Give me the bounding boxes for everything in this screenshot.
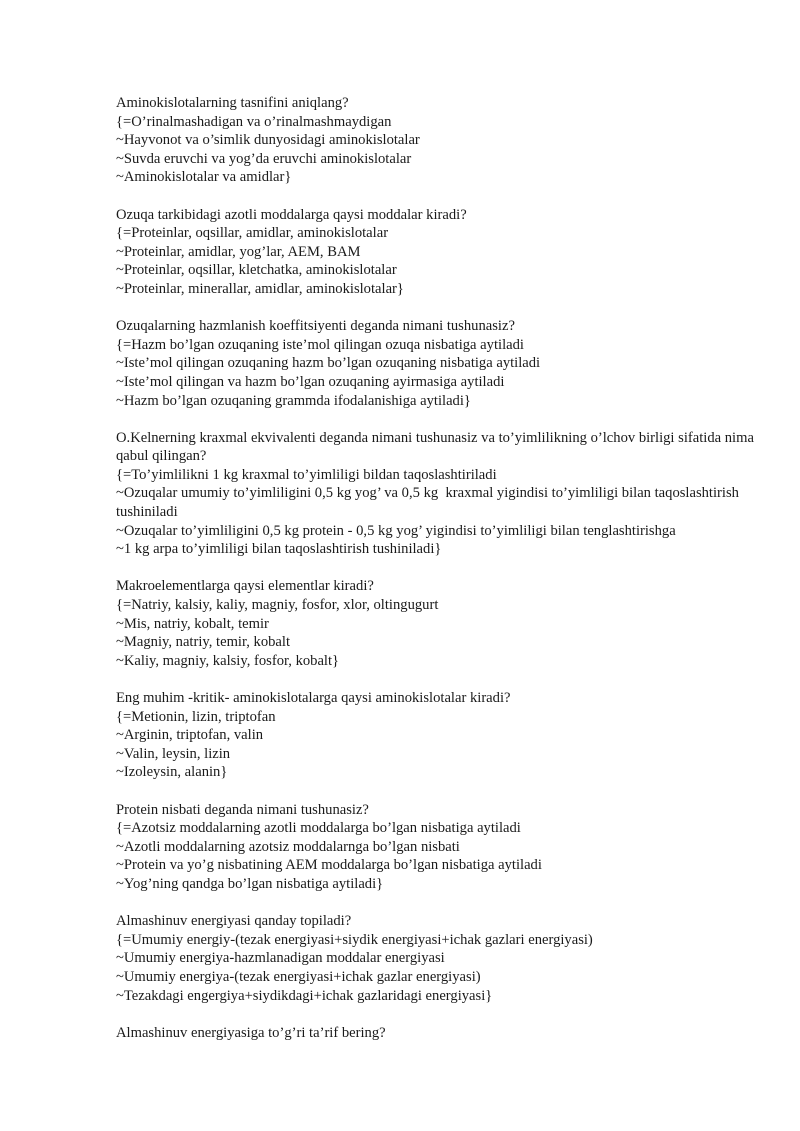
question-text: O.Kelnerning kraxmal ekvivalenti deganda nimani tushunasiz va to’yimlilikning o’lchov birligi sifatida nima qabul qilingan? bbox=[116, 429, 758, 465]
answer-option: ~Umumiy energiya-hazmlanadigan moddalar energiyasi bbox=[116, 950, 445, 967]
answer-correct: {=O’rinalmashadigan va o’rinalmashmaydigan bbox=[116, 113, 392, 130]
question-block bbox=[116, 577, 756, 670]
question-block bbox=[116, 317, 756, 410]
answer-correct: {=Metionin, lizin, triptofan bbox=[116, 708, 276, 725]
answer-correct: {=Umumiy energiy-(tezak energiyasi+siydik energiyasi+ichak gazlari energiyasi) bbox=[116, 931, 593, 948]
question-text: Aminokislotalarning tasnifini aniqlang? bbox=[116, 95, 349, 111]
question-text: Almashinuv energiyasiga to’g’ri ta’rif bering? bbox=[116, 1024, 386, 1041]
question-block bbox=[116, 206, 756, 299]
answer-option: ~Proteinlar, oqsillar, kletchatka, aminokislotalar bbox=[116, 262, 397, 279]
answer-option: ~Arginin, triptofan, valin bbox=[116, 727, 264, 744]
question-text: Almashinuv energiyasi qanday topiladi? bbox=[116, 913, 352, 930]
answer-correct: {=Natriy, kalsiy, kaliy, magniy, fosfor, xlor, oltingugurt bbox=[116, 597, 439, 614]
answer-option: ~Izoleysin, alanin} bbox=[116, 764, 228, 781]
question-block bbox=[116, 429, 756, 559]
answer-option: ~Aminokislotalar va amidlar} bbox=[116, 169, 292, 186]
answer-option: ~Proteinlar, minerallar, amidlar, aminokislotalar} bbox=[116, 280, 404, 297]
question-text: Eng muhim -kritik- aminokislotalarga qaysi aminokislotalar kiradi? bbox=[116, 690, 511, 706]
answer-option: ~Magniy, natriy, temir, kobalt bbox=[116, 634, 291, 651]
answer-option: ~Hazm bo’lgan ozuqaning grammda ifodalanishiga aytiladi} bbox=[116, 392, 471, 409]
answer-option: ~Kaliy, magniy, kalsiy, fosfor, kobalt} bbox=[116, 652, 340, 669]
question-text: Ozuqalarning hazmlanish koeffitsiyenti deganda nimani tushunasiz? bbox=[116, 318, 515, 335]
answer-option: ~Hayvonot va o’simlik dunyosidagi aminokislotalar bbox=[116, 132, 420, 149]
answer-option: ~Ozuqalar umumiy to’yimliligini 0,5 kg yog’ va 0,5 kg kraxmal yigindisi to’yimliligi bilan taqoslashtirish tushiniladi bbox=[116, 485, 743, 521]
question-text: Protein nisbati deganda nimani tushunasiz? bbox=[116, 801, 369, 818]
answer-correct: {=Azotsiz moddalarning azotli moddalarga bo’lgan nisbatiga aytiladi bbox=[116, 820, 521, 837]
question-block bbox=[116, 912, 756, 1005]
answer-option: ~Tezakdagi engergiya+siydikdagi+ichak gazlaridagi energiyasi} bbox=[116, 987, 493, 1004]
question-block bbox=[116, 689, 756, 782]
answer-option: ~1 kg arpa to’yimliligi bilan taqoslashtirish tushiniladi} bbox=[116, 541, 442, 558]
answer-option: ~Ozuqalar to’yimliligini 0,5 kg protein - 0,5 kg yog’ yigindisi to’yimliligi bilan tenglashtirishga bbox=[116, 522, 676, 539]
question-block bbox=[116, 1024, 756, 1043]
answer-option: ~Iste’mol qilingan ozuqaning hazm bo’lgan ozuqaning nisbatiga aytiladi bbox=[116, 355, 541, 372]
answer-correct: {=Hazm bo’lgan ozuqaning iste’mol qilingan ozuqa nisbatiga aytiladi bbox=[116, 336, 524, 353]
question-text: Ozuqa tarkibidagi azotli moddalarga qaysi moddalar kiradi? bbox=[116, 206, 467, 223]
question-block bbox=[116, 801, 756, 894]
answer-correct: {=Proteinlar, oqsillar, amidlar, aminokislotalar bbox=[116, 225, 389, 242]
answer-option: ~Protein va yo’g nisbatining AEM moddalarga bo’lgan nisbatiga aytiladi bbox=[116, 857, 542, 874]
answer-option: ~Azotli moddalarning azotsiz moddalarnga bo’lgan nisbati bbox=[116, 838, 460, 855]
answer-option: ~Valin, leysin, lizin bbox=[116, 745, 231, 762]
answer-option: ~Umumiy energiya-(tezak energiyasi+ichak gazlar energiyasi) bbox=[116, 968, 481, 985]
answer-correct: {=To’yimlilikni 1 kg kraxmal to’yimliligi bildan taqoslashtiriladi bbox=[116, 466, 497, 483]
answer-option: ~Suvda eruvchi va yog’da eruvchi aminokislotalar bbox=[116, 150, 412, 167]
answer-option: ~Iste’mol qilingan va hazm bo’lgan ozuqaning ayirmasiga aytiladi bbox=[116, 373, 505, 390]
answer-option: ~Yog’ning qandga bo’lgan nisbatiga aytiladi} bbox=[116, 875, 384, 892]
answer-option: ~Mis, natriy, kobalt, temir bbox=[116, 615, 269, 632]
answer-option: ~Proteinlar, amidlar, yog’lar, AEM, BAM bbox=[116, 243, 361, 260]
document-page bbox=[116, 94, 756, 1061]
question-block bbox=[116, 94, 756, 187]
question-text: Makroelementlarga qaysi elementlar kiradi? bbox=[116, 578, 374, 595]
